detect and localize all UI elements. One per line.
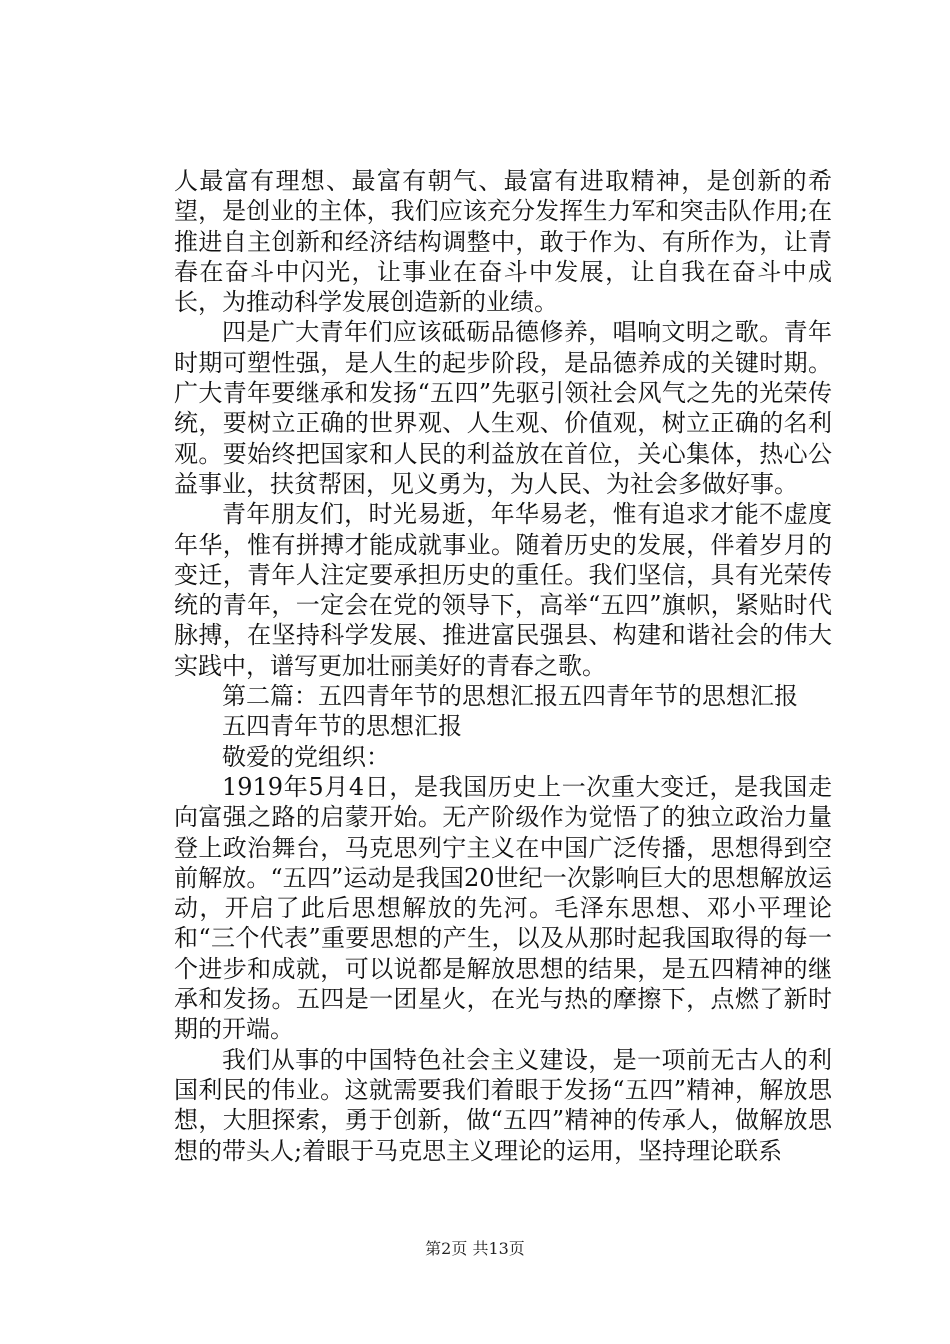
document-body xyxy=(174,166,832,1166)
section-heading: 第二篇：五四青年节的思想汇报五四青年节的思想汇报 xyxy=(222,682,798,711)
salutation: 敬爱的党组织： xyxy=(222,742,390,771)
paragraph-5: 我们从事的中国特色社会主义建设，是一项前无古人的利国利民的伟业。这就需要我们着眼于发扬“五四”精神，解放思想，大胆探索，勇于创新，做“五四”精神的传承人，做解放思想的带头人;着眼于马克思主义理论的运用，坚持理论联系 xyxy=(174,1045,832,1165)
paragraph-4: 1919年5月4日，是我国历史上一次重大变迁，是我国走向富强之路的启蒙开始。无产阶级作为觉悟了的独立政治力量登上政治舞台，马克思列宁主义在中国广泛传播，思想得到空前解放。“五四”运动是我国20世纪一次影响巨大的思想解放运动，开启了此后思想解放的先河。毛泽东思想、邓小平理论和“三个代表”重要思想的产生，以及从那时起我国取得的每一个进步和成就，可以说都是解放思想的结果，是五四精神的继承和发扬。五四是一团星火，在光与热的摩擦下，点燃了新时期的开端。 xyxy=(174,772,832,1044)
paragraph-2: 四是广大青年们应该砥砺品德修养，唱响文明之歌。青年时期可塑性强，是人生的起步阶段，是品德养成的关键时期。广大青年要继承和发扬“五四”先驱引领社会风气之先的光荣传统，要树立正确的世界观、人生观、价值观，树立正确的名利观。要始终把国家和人民的利益放在首位，关心集体，热心公益事业，扶贫帮困，见义勇为，为人民、为社会多做好事。 xyxy=(174,318,832,498)
paragraph-3: 青年朋友们，时光易逝，年华易老，惟有追求才能不虚度年华，惟有拼搏才能成就事业。随着历史的发展，伴着岁月的变迁，青年人注定要承担历史的重任。我们坚信，具有光荣传统的青年，一定会在党的领导下，高举“五四”旗帜，紧贴时代脉搏，在坚持科学发展、推进富民强县、构建和谐社会的伟大实践中，谱写更加壮丽美好的青春之歌。 xyxy=(174,500,832,680)
page-number-footer: 第2页 共13页 xyxy=(425,1239,525,1258)
paragraph-1: 人最富有理想、最富有朝气、最富有进取精神，是创新的希望，是创业的主体，我们应该充分发挥生力军和突击队作用;在推进自主创新和经济结构调整中，敢于作为、有所作为，让青春在奋斗中闪光，让事业在奋斗中发展，让自我在奋斗中成长，为推动科学发展创造新的业绩。 xyxy=(174,167,832,317)
report-title: 五四青年节的思想汇报 xyxy=(222,712,462,741)
